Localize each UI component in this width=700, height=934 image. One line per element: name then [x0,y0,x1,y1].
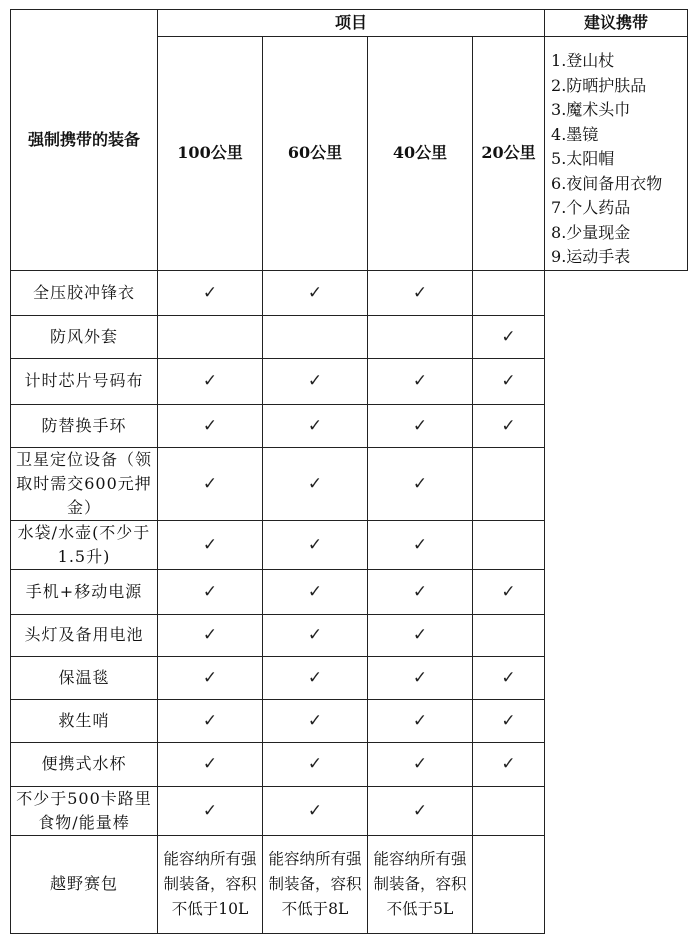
check-icon: ✓ [473,315,545,358]
table-row [11,315,688,358]
check-icon: ✓ [473,358,545,404]
check-icon: ✓ [368,358,473,404]
empty-cell [473,614,545,656]
equipment-name: 保温毯 [11,656,158,699]
suggestion-item: 2.防晒护肤品 [551,75,647,95]
check-icon: ✓ [368,520,473,569]
check-icon: ✓ [473,656,545,699]
equipment-name: 防风外套 [11,315,158,358]
check-icon: ✓ [263,404,368,447]
check-icon: ✓ [158,656,263,699]
check-icon: ✓ [158,569,263,614]
check-icon: ✓ [473,569,545,614]
check-icon: ✓ [263,614,368,656]
equipment-name: 不少于500卡路里食物/能量棒 [11,786,158,835]
check-icon: ✓ [158,404,263,447]
equipment-name: 水袋/水壶(不少于1.5升) [11,520,158,569]
check-icon: ✓ [263,742,368,786]
suggest-header: 建议携带 [545,10,688,37]
equipment-name: 头灯及备用电池 [11,614,158,656]
table-row [11,520,688,569]
project-header: 项目 [158,10,545,37]
check-icon: ✓ [368,699,473,742]
suggestion-item: 6.夜间备用衣物 [551,173,663,193]
suggestion-item: 5.太阳帽 [551,149,615,168]
empty-cell [473,520,545,569]
check-icon: ✓ [368,270,473,315]
check-icon: ✓ [368,447,473,520]
bag-capacity-cell: 能容纳所有强制装备，容积不低于8L [263,835,368,933]
equipment-name: 便携式水杯 [11,742,158,786]
table-row [11,835,688,933]
check-icon: ✓ [263,786,368,835]
equipment-name: 全压胶冲锋衣 [11,270,158,315]
check-icon: ✓ [263,358,368,404]
empty-cell [263,315,368,358]
distance-header-40: 40公里 [368,37,473,271]
check-icon: ✓ [263,447,368,520]
check-icon: ✓ [368,656,473,699]
suggestion-item: 7.个人药品 [551,198,631,217]
equipment-name: 防替换手环 [11,404,158,447]
table-row [11,569,688,614]
table-row [11,656,688,699]
equipment-table [10,9,688,934]
distance-header-60: 60公里 [263,37,368,271]
table-row [11,786,688,835]
table-row [11,699,688,742]
check-icon: ✓ [473,404,545,447]
equipment-name: 卫星定位设备（领取时需交600元押金） [11,447,158,520]
check-icon: ✓ [263,270,368,315]
check-icon: ✓ [368,786,473,835]
check-icon: ✓ [158,520,263,569]
suggestion-item: 1.登山杖 [551,51,615,70]
suggestion-cell [545,37,688,271]
suggestion-item: 9.运动手表 [551,247,631,266]
bag-capacity-cell [473,835,545,933]
check-icon: ✓ [158,358,263,404]
suggestion-item: 3.魔术头巾 [551,100,631,119]
table-row [11,270,688,315]
table-row [11,614,688,656]
check-icon: ✓ [473,699,545,742]
table-row [11,742,688,786]
check-icon: ✓ [158,742,263,786]
check-icon: ✓ [263,569,368,614]
distance-header-100: 100公里 [158,37,263,271]
check-icon: ✓ [263,699,368,742]
check-icon: ✓ [368,404,473,447]
equipment-name: 救生哨 [11,699,158,742]
check-icon: ✓ [368,569,473,614]
bag-capacity-cell: 能容纳所有强制装备，容积不低于5L [368,835,473,933]
check-icon: ✓ [263,520,368,569]
suggestion-item: 4.墨镜 [551,124,599,144]
check-icon: ✓ [158,699,263,742]
equipment-header: 强制携带的装备 [11,10,158,271]
empty-cell [473,447,545,520]
check-icon: ✓ [473,742,545,786]
suggestion-item: 8.少量现金 [551,222,631,242]
empty-cell [158,315,263,358]
check-icon: ✓ [158,786,263,835]
empty-cell [473,786,545,835]
table-row [11,358,688,404]
check-icon: ✓ [158,447,263,520]
check-icon: ✓ [368,614,473,656]
check-icon: ✓ [368,742,473,786]
equipment-name: 手机+移动电源 [11,569,158,614]
distance-header-20: 20公里 [473,37,545,271]
check-icon: ✓ [158,270,263,315]
equipment-name: 计时芯片号码布 [11,358,158,404]
suggestion-list [551,49,687,270]
table-row [11,404,688,447]
table-row [11,447,688,520]
bag-capacity-cell: 能容纳所有强制装备，容积不低于10L [158,835,263,933]
check-icon: ✓ [263,656,368,699]
empty-cell [368,315,473,358]
check-icon: ✓ [158,614,263,656]
equipment-name: 越野赛包 [11,835,158,933]
empty-cell [473,270,545,315]
